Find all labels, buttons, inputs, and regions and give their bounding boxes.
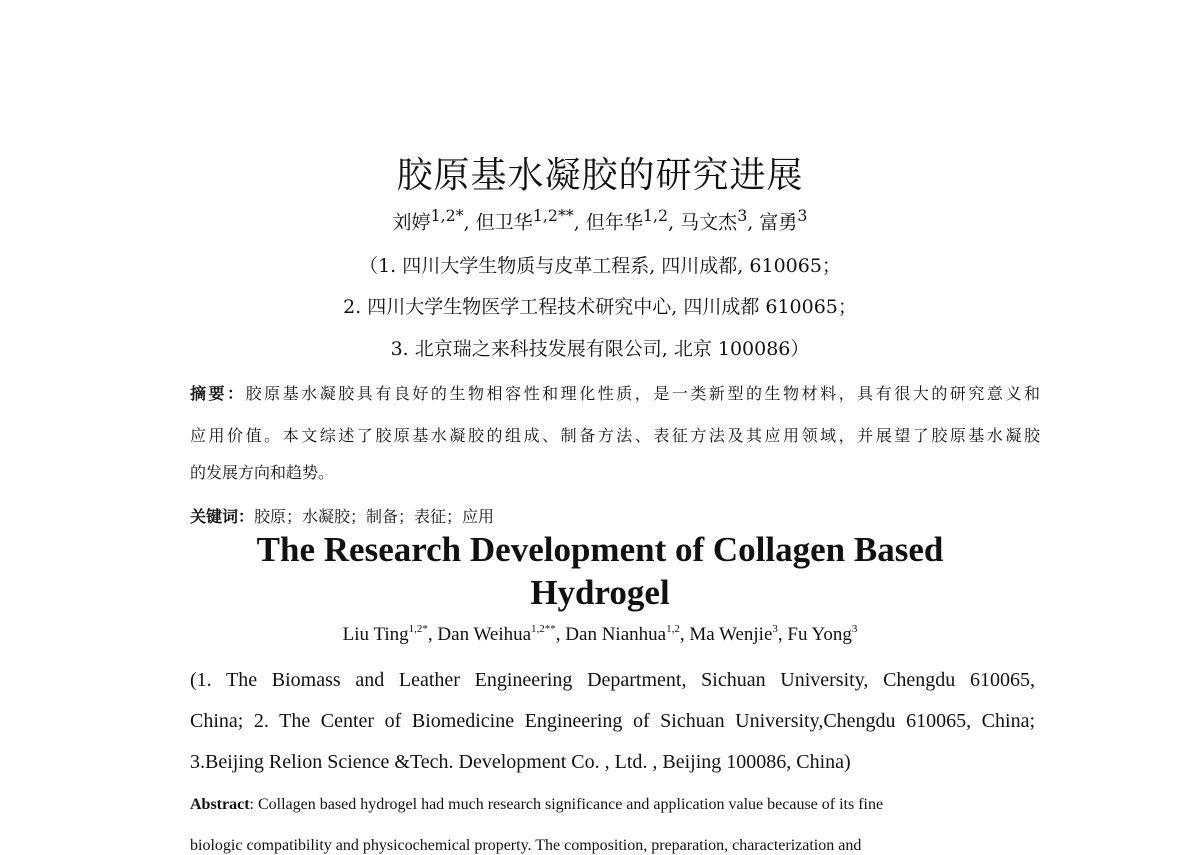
author-separator: , <box>747 211 760 234</box>
english-affiliation-1: (1. The Biomass and Leather Engineering Department, Sichuan University, Chengdu 610065, <box>190 669 1035 691</box>
author-name: Liu Ting <box>342 624 409 645</box>
chinese-abstract-line-3: 的发展方向和趋势。 <box>190 463 335 482</box>
chinese-abstract-line-1 <box>190 381 1040 404</box>
english-affiliation-3: 3.Beijing Relion Science &Tech. Development Co. , Ltd. , Beijing 100086, China) <box>190 751 851 773</box>
chinese-author-list <box>0 206 1200 234</box>
author-name: Ma Wenjie <box>689 624 773 645</box>
author-name: 但卫华 <box>475 211 533 234</box>
chinese-affiliation-2: 2. 四川大学生物医学工程技术研究中心, 四川成都 610065； <box>343 296 857 318</box>
author-name: Fu Yong <box>787 624 852 645</box>
author-separator: , <box>573 211 586 234</box>
author-name: Dan Nianhua <box>565 624 667 645</box>
author-name: 但年华 <box>585 211 643 234</box>
author-affiliation-marker: 1,2* <box>430 206 464 225</box>
chinese-abstract-label: 摘要： <box>190 384 246 403</box>
chinese-keywords <box>190 504 1040 527</box>
author-affiliation-marker: 1,2** <box>531 623 556 635</box>
chinese-abstract-text: 胶原基水凝胶具有良好的生物相容性和理化性质，是一类新型的生物材料，具有很大的研究意义和 <box>245 384 1040 403</box>
author-separator: , <box>777 624 788 645</box>
english-abstract-line-2: biologic compatibility and physicochemical property. The composition, preparation, characterization and <box>190 837 862 854</box>
author-affiliation-marker: 1,2** <box>532 206 574 225</box>
author-affiliation-marker: 3 <box>851 623 858 635</box>
english-title-line-2: Hydrogel <box>530 573 670 612</box>
author-affiliation-marker: 3 <box>797 206 808 225</box>
english-title-line-1: The Research Development of Collagen Based <box>256 530 944 569</box>
author-affiliation-marker: 1,2* <box>408 623 428 635</box>
author-affiliation-marker: 3 <box>737 206 748 225</box>
author-name: 富勇 <box>759 211 798 234</box>
chinese-title: 胶原基水凝胶的研究进展 <box>396 155 804 196</box>
author-affiliation-marker: 3 <box>772 623 778 635</box>
author-separator: , <box>427 624 438 645</box>
author-separator: , <box>679 624 690 645</box>
chinese-affiliation-3: 3. 北京瑞之来科技发展有限公司, 北京 100086） <box>390 338 810 360</box>
english-affiliation-2: China; 2. The Center of Biomedicine Engineering of Sichuan University,Chengdu 610065, China; <box>190 710 1035 732</box>
chinese-affiliation-1: （1. 四川大学生物质与皮革工程系, 四川成都, 610065； <box>359 255 841 277</box>
author-separator: , <box>463 211 476 234</box>
english-author-list <box>0 624 1200 646</box>
author-name: 刘婷 <box>392 211 431 234</box>
author-separator: , <box>668 211 681 234</box>
english-abstract-label: Abstract <box>190 796 250 813</box>
chinese-abstract-line-2: 应用价值。本文综述了胶原基水凝胶的组成、制备方法、表征方法及其应用领域，并展望了胶原基水凝胶 <box>190 426 1040 445</box>
author-name: 马文杰 <box>680 211 738 234</box>
chinese-keywords-label: 关键词： <box>190 507 255 526</box>
chinese-keywords-text: 胶原；水凝胶；制备；表征；应用 <box>254 507 495 526</box>
author-affiliation-marker: 1,2 <box>642 206 669 225</box>
author-affiliation-marker: 1,2 <box>666 623 680 635</box>
english-abstract-text: : Collagen based hydrogel had much research significance and application value because of its fine <box>249 796 884 813</box>
english-abstract-line-1 <box>190 796 1035 814</box>
author-name: Dan Weihua <box>437 624 532 645</box>
author-separator: , <box>555 624 566 645</box>
